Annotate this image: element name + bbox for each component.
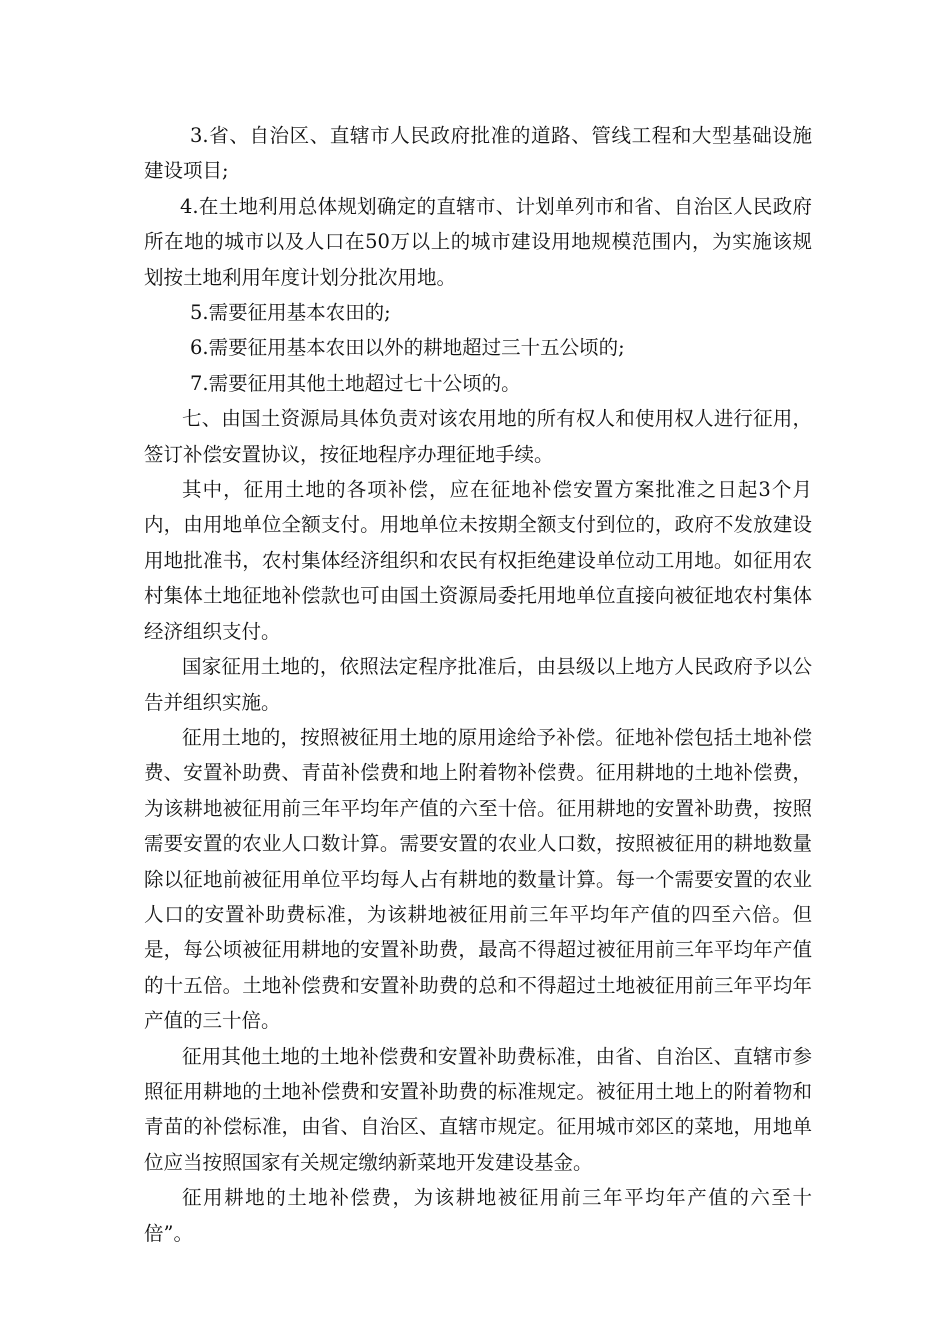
paragraph-announcement: 国家征用土地的，依照法定程序批准后，由县级以上地方人民政府予以公告并组织实施。	[144, 655, 812, 714]
paragraph-item-4: 4.在土地利用总体规划确定的直辖市、计划单列市和省、自治区人民政府所在地的城市以及人口在50万以上的城市建设用地规模范围内，为实施该规划按土地利用年度计划分批次用地。	[144, 194, 812, 289]
paragraph-compensation-standards: 征用土地的，按照被征用土地的原用途给予补偿。征地补偿包括土地补偿费、安置补助费、青苗补偿费和地上附着物补偿费。征用耕地的土地补偿费，为该耕地被征用前三年平均年产值的六至十倍。征用耕地的安置补助费，按照需要安置的农业人口数计算。需要安置的农业人口数，按照被征用的耕地数量除以征地前被征用单位平均每人占有耕地的数量计算。每一个需要安置的农业人口的安置补助费标准，为该耕地被征用前三年平均年产值的四至六倍。但是，每公顷被征用耕地的安置补助费，最高不得超过被征用前三年平均年产值的十五倍。土地补偿费和安置补助费的总和不得超过土地被征用前三年平均年产值的三十倍。	[144, 725, 812, 1033]
paragraph-item-7: 7.需要征用其他土地超过七十公顷的。	[190, 371, 521, 395]
paragraph-section-7: 七、由国土资源局具体负责对该农用地的所有权人和使用权人进行征用，签订补偿安置协议，按征地程序办理征地手续。	[144, 407, 812, 466]
paragraph-other-land: 征用其他土地的土地补偿费和安置补助费标准，由省、自治区、直辖市参照征用耕地的土地补偿费和安置补助费的标准规定。被征用土地上的附着物和青苗的补偿标准，由省、自治区、直辖市规定。征用城市郊区的菜地，用地单位应当按照国家有关规定缴纳新菜地开发建设基金。	[144, 1044, 812, 1174]
document-body	[144, 118, 812, 1251]
paragraph-closing-quote: 征用耕地的土地补偿费，为该耕地被征用前三年平均年产值的六至十倍”。	[144, 1186, 812, 1245]
paragraph-item-3: 3.省、自治区、直辖市人民政府批准的道路、管线工程和大型基础设施建设项目;	[144, 124, 812, 183]
paragraph-item-6: 6.需要征用基本农田以外的耕地超过三十五公顷的;	[190, 336, 625, 360]
paragraph-item-5: 5.需要征用基本农田的;	[190, 301, 391, 325]
paragraph-compensation-payment: 其中，征用土地的各项补偿，应在征地补偿安置方案批准之日起3个月内，由用地单位全额支付。用地单位未按期全额支付到位的，政府不发放建设用地批准书，农村集体经济组织和农民有权拒绝建设单位动工用地。如征用农村集体土地征地补偿款也可由国土资源局委托用地单位直接向被征地农村集体经济组织支付。	[144, 478, 812, 643]
